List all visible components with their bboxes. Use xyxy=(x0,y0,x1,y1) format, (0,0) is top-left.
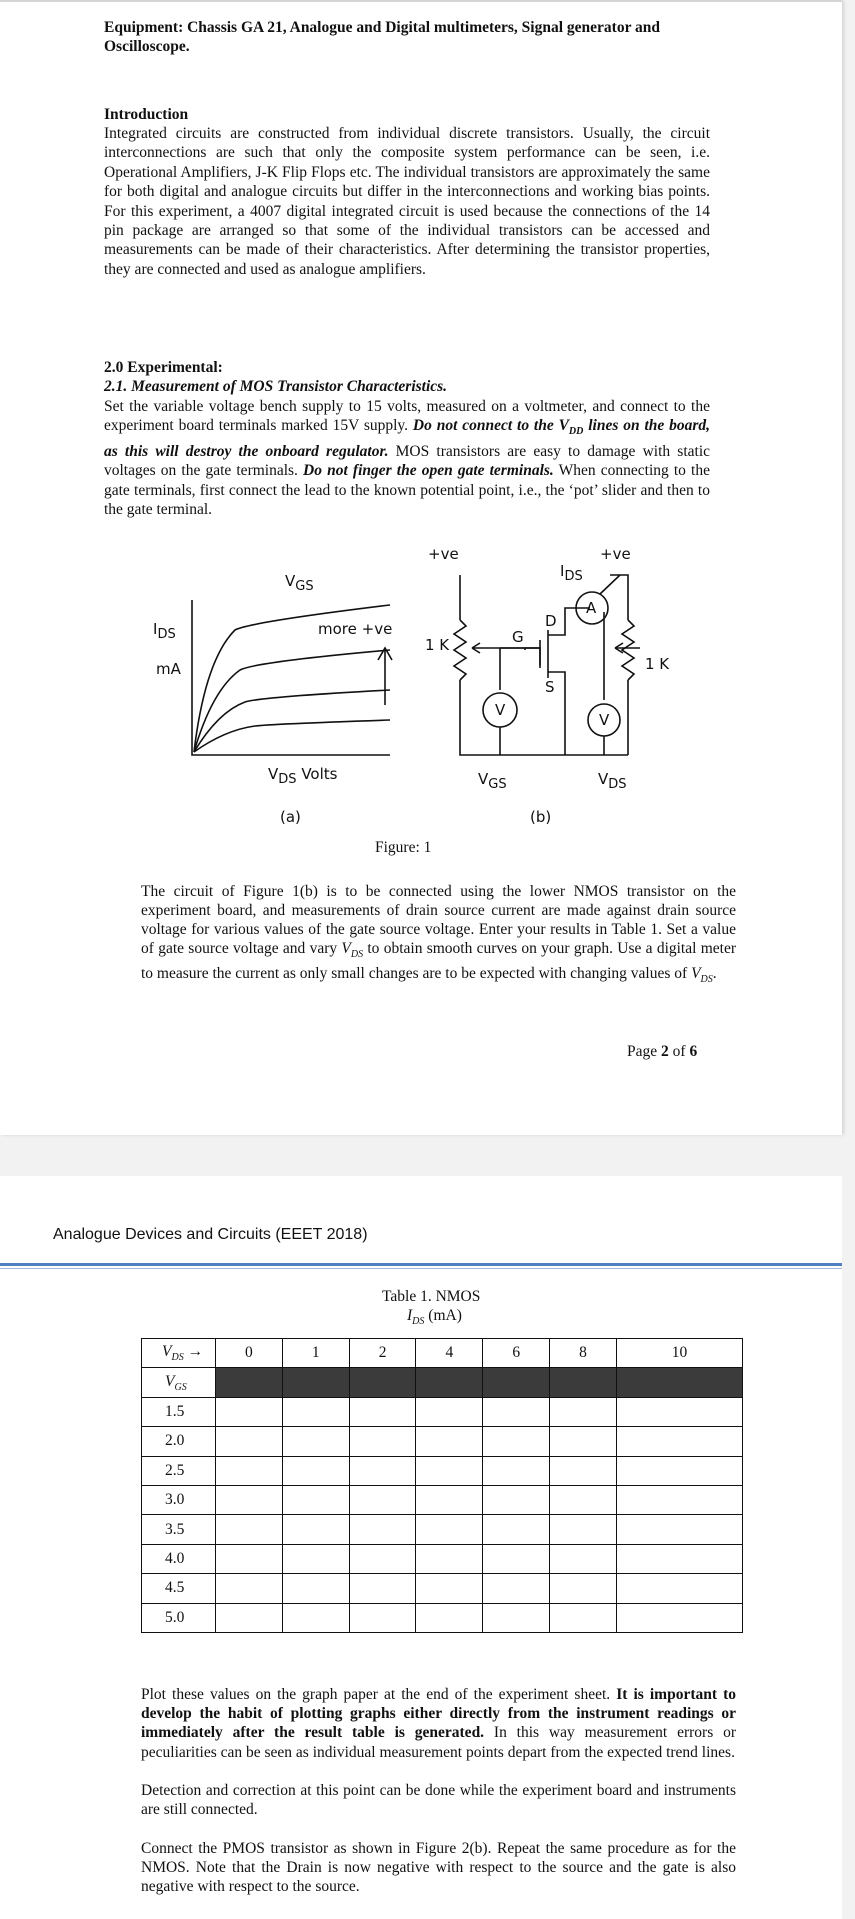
experimental-subheading: 2.1. Measurement of MOS Transistor Characteristics. xyxy=(104,378,448,395)
header-rule xyxy=(0,1263,842,1266)
vgs-header-row xyxy=(142,1368,743,1397)
table-row xyxy=(142,1544,743,1573)
intro-heading: Introduction xyxy=(104,106,189,123)
fig-ve-right: +ve xyxy=(600,545,631,563)
fig-part-a-label: (a) xyxy=(280,808,301,826)
fig-r-right: 1 K xyxy=(645,655,670,673)
exp-text-1: Set the variable voltage bench supply to 15 volts, measured on a voltmeter, and connect to the experiment board terminals marked 15V supply. xyxy=(104,398,710,435)
exp-text-2-sub: DD xyxy=(568,426,584,438)
resistor-left xyxy=(454,620,466,680)
fig-ve-left: +ve xyxy=(428,545,459,563)
page-number: Page 2 of 6 xyxy=(627,1043,698,1060)
fig-vds2-label: $V_{DS}$ xyxy=(598,770,627,792)
fig-ma-label: mA xyxy=(156,660,181,678)
circuit-vds-2: V xyxy=(691,965,701,983)
fig-r-left: 1 K xyxy=(425,636,450,654)
table-row xyxy=(142,1397,743,1426)
header-rule-thin xyxy=(0,1268,842,1269)
fig-voltmeter1-label: V xyxy=(495,701,506,719)
circuit-vds: V xyxy=(341,940,351,957)
vgs-value-cell: 3.0 xyxy=(142,1485,216,1514)
table-row xyxy=(142,1485,743,1514)
vgs-value-cell: 2.5 xyxy=(142,1456,216,1485)
vds-cell: 1 xyxy=(282,1339,349,1368)
plot-paragraph xyxy=(141,1685,736,1762)
table-row xyxy=(142,1427,743,1456)
vds-cell: 2 xyxy=(349,1339,416,1368)
fig-ids2-label: $I_{DS}$ xyxy=(560,562,583,584)
figure-caption: Figure: 1 xyxy=(375,839,432,856)
table-unit: $I_{DS}$ (mA) xyxy=(407,1307,462,1328)
fig-drain-label: D xyxy=(545,612,557,630)
vds-cell: 10 xyxy=(616,1339,742,1368)
vgs-value-cell: 2.0 xyxy=(142,1427,216,1456)
circuit-vds-sub: DS xyxy=(350,949,364,961)
resistor-right xyxy=(622,620,634,680)
pmos-paragraph: Connect the PMOS transistor as shown in Figure 2(b). Repeat the same procedure as for the NMOS. Note that the Drain is now negative with respect to the source and the gate is also negative with respect to the source. xyxy=(141,1840,736,1896)
table-row xyxy=(142,1515,743,1544)
exp-text-3: lines on the board, as this will destroy the onboard regulator. xyxy=(104,417,711,460)
fig-ammeter-label: A xyxy=(586,599,597,617)
table-row xyxy=(142,1574,743,1603)
vds-cell: 4 xyxy=(416,1339,483,1368)
circuit-paragraph xyxy=(141,882,736,989)
figure-1-drawing xyxy=(0,0,855,900)
vgs-value-cell: 4.5 xyxy=(142,1574,216,1603)
fig-voltmeter2-label: V xyxy=(599,711,610,729)
exp-text-5: Do not finger the open gate terminals. xyxy=(297,462,554,480)
plot-text-1: Plot these values on the graph paper at the end of the experiment sheet. xyxy=(141,1686,611,1703)
results-table xyxy=(141,1338,743,1633)
circuit-vds-2-sub: DS xyxy=(700,974,713,986)
plot-text-2: In this way measurement errors or peculiarities can be seen as individual measurement points depart from the expected trend lines. xyxy=(141,1724,736,1761)
vds-header-cell: $V_{DS}$ → xyxy=(142,1339,216,1368)
vgs-value-cell: 4.0 xyxy=(142,1544,216,1573)
table-row xyxy=(142,1456,743,1485)
table-title: Table 1. NMOS xyxy=(382,1288,481,1305)
fig-ids-label: $I_{DS}$ xyxy=(153,620,176,642)
curve-2 xyxy=(194,650,390,752)
exp-text-4: MOS transistors are easy to damage with static voltages on the gate terminals. xyxy=(104,442,711,480)
table-row xyxy=(142,1603,743,1632)
vds-cell: 8 xyxy=(550,1339,617,1368)
fig-vgs-label: $V_{GS}$ xyxy=(285,572,314,594)
vgs-value-cell: 3.5 xyxy=(142,1515,216,1544)
curve-4 xyxy=(194,720,390,752)
circuit-text-2: to obtain smooth curves on your graph. Use a digital meter to measure the current as only small changes are to be expected with changing values of xyxy=(141,940,736,983)
experimental-heading: 2.0 Experimental: xyxy=(104,359,223,376)
vds-cell: 0 xyxy=(216,1339,283,1368)
plot-text-bold: It is important to develop the habit of plotting graphs either directly from the instrument readings or immediately after the result table is generated. xyxy=(141,1686,737,1742)
fig-source-label: S xyxy=(545,678,555,696)
exp-text-6: When connecting to the gate terminals, first connect the lead to the known potential point, i.e., the ‘pot’ slider and then to the gate terminal. xyxy=(104,462,710,519)
fig-gate-label: G xyxy=(512,628,524,646)
fig-vgs2-label: $V_{GS}$ xyxy=(478,770,507,792)
intro-paragraph: Integrated circuits are constructed from individual discrete transistors. Usually, the circuit interconnections are such that only the composite system performance can be seen, i.e. Operational Amplifiers, J-K Flip Flops etc. The individual transistors are approximately the same for both digital and analogue circuits but differ in the interconnections and working bias points. For this experiment, a 4007 digital integrated circuit is used because the connections of the 14 pin package are arranged so that some of the individual transistors can be accessed and measurements can be made of their characteristics. After determining the transistor properties, they are connected and used as analogue amplifiers. xyxy=(104,125,710,278)
fig-vds-label: $V_{DS}$ Volts xyxy=(268,765,338,787)
vgs-value-cell: 5.0 xyxy=(142,1603,216,1632)
fig-part-b-label: (b) xyxy=(530,808,552,826)
fig-more-ve-label: more +ve xyxy=(318,620,393,638)
vds-cell: 6 xyxy=(483,1339,550,1368)
vgs-header-cell: $V_{GS}$ xyxy=(142,1368,216,1397)
circuit-text-3: . xyxy=(712,965,717,983)
course-header: Analogue Devices and Circuits (EEET 2018) xyxy=(53,1226,368,1243)
table-header-row xyxy=(142,1339,743,1368)
equipment-line: Equipment: Chassis GA 21, Analogue and Digital multimeters, Signal generator and Oscilloscope. xyxy=(104,19,661,56)
exp-text-2: Do not connect to the V xyxy=(412,417,569,435)
circuit-text-1: The circuit of Figure 1(b) is to be connected using the lower NMOS transistor on the experiment board, and measurements of drain source current are made against drain source voltage for various values of the gate source voltage. Enter your results in Table 1. Set a value of gate source voltage and vary xyxy=(141,883,736,957)
vgs-value-cell: 1.5 xyxy=(142,1397,216,1426)
detection-paragraph: Detection and correction at this point can be done while the experiment board and instruments are still connected. xyxy=(141,1782,736,1819)
